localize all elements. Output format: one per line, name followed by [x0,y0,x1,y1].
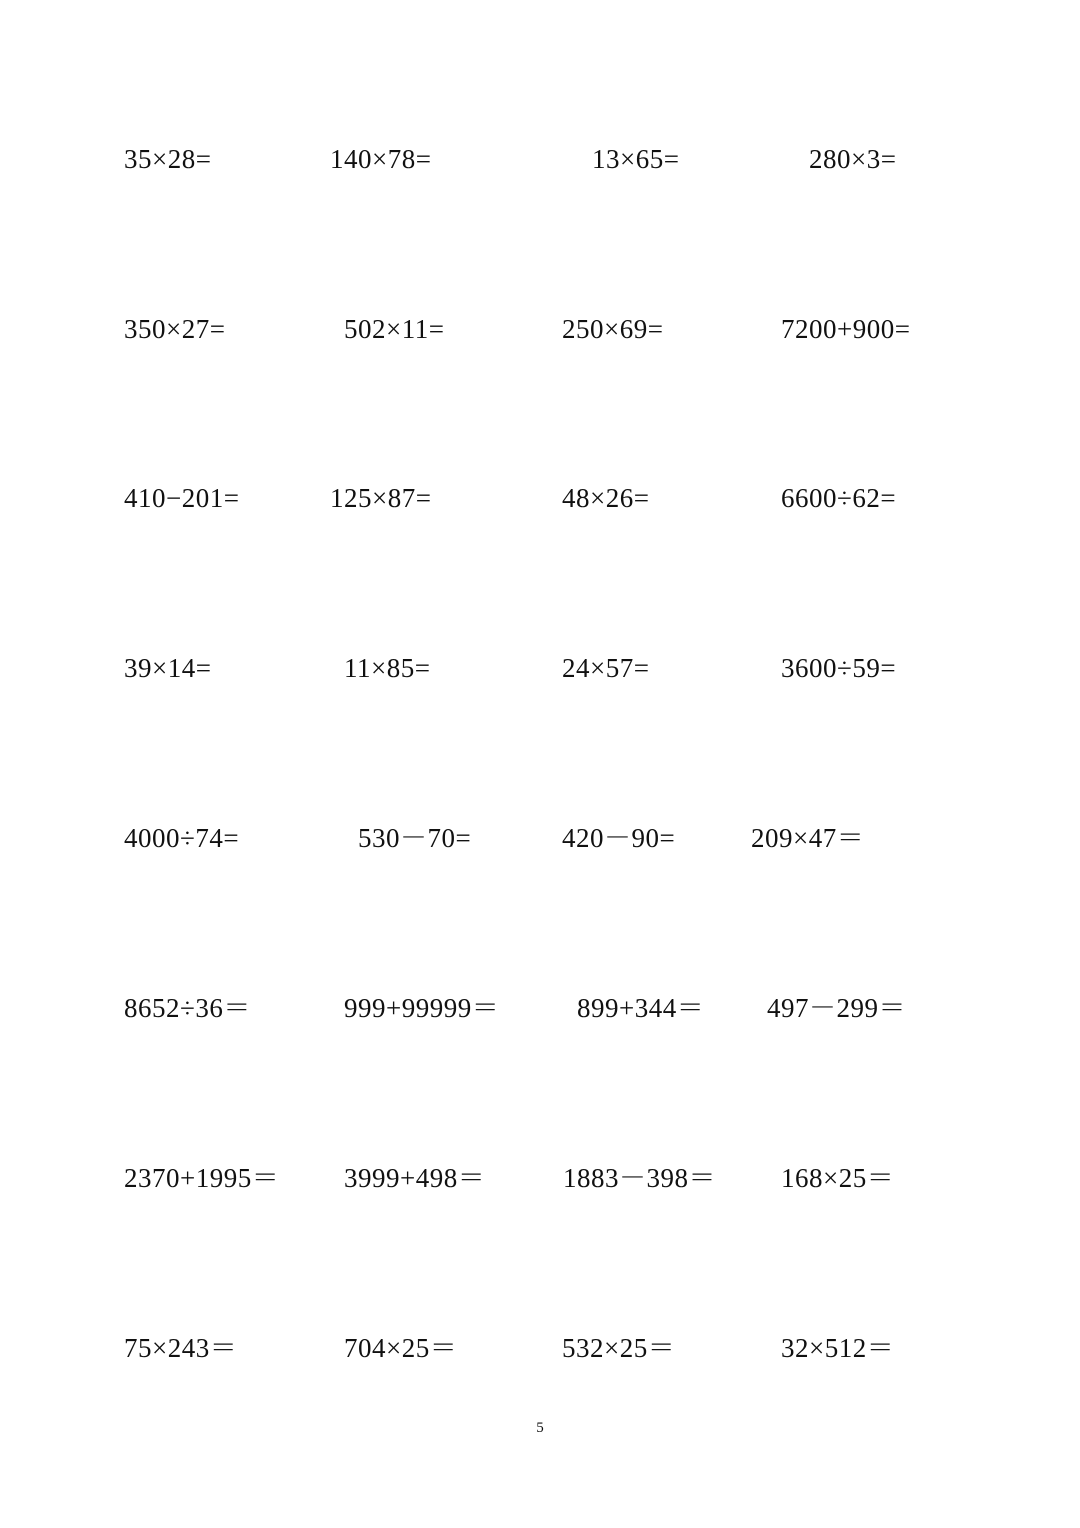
problem-r5-c4: 209×47＝ [751,823,865,853]
problem-r3-c1: 410−201= [124,483,240,513]
problem-r6-c1: 8652÷36＝ [124,993,251,1023]
problem-r7-c1: 2370+1995＝ [124,1163,280,1193]
problem-r7-c4: 168×25＝ [781,1163,895,1193]
problem-r1-c3: 13×65= [592,144,680,174]
problem-r8-c2: 704×25＝ [344,1333,458,1363]
problem-r4-c3: 24×57= [562,653,650,683]
problem-r3-c4: 6600÷62= [781,483,897,513]
problem-r3-c2: 125×87= [330,483,432,513]
problem-r4-c4: 3600÷59= [781,653,897,683]
problem-r4-c2: 11×85= [344,653,431,683]
problem-r2-c4: 7200+900= [781,314,911,344]
problem-r6-c3: 899+344＝ [577,993,705,1023]
page-number: 5 [536,1420,544,1436]
problem-r8-c4: 32×512＝ [781,1333,895,1363]
problem-r8-c3: 532×25＝ [562,1333,676,1363]
problem-r1-c4: 280×3= [809,144,897,174]
problem-r4-c1: 39×14= [124,653,212,683]
problem-r2-c1: 350×27= [124,314,226,344]
problem-r8-c1: 75×243＝ [124,1333,238,1363]
problem-r1-c1: 35×28= [124,144,212,174]
problem-r6-c4: 497－299＝ [767,993,906,1023]
problem-r1-c2: 140×78= [330,144,432,174]
problem-r7-c3: 1883－398＝ [563,1163,716,1193]
problem-r5-c2: 530－70= [358,823,472,853]
problem-r5-c1: 4000÷74= [124,823,240,853]
problem-r5-c3: 420－90= [562,823,676,853]
problem-r3-c3: 48×26= [562,483,650,513]
problem-r2-c3: 250×69= [562,314,664,344]
problem-r7-c2: 3999+498＝ [344,1163,486,1193]
problem-r6-c2: 999+99999＝ [344,993,500,1023]
problem-r2-c2: 502×11= [344,314,445,344]
